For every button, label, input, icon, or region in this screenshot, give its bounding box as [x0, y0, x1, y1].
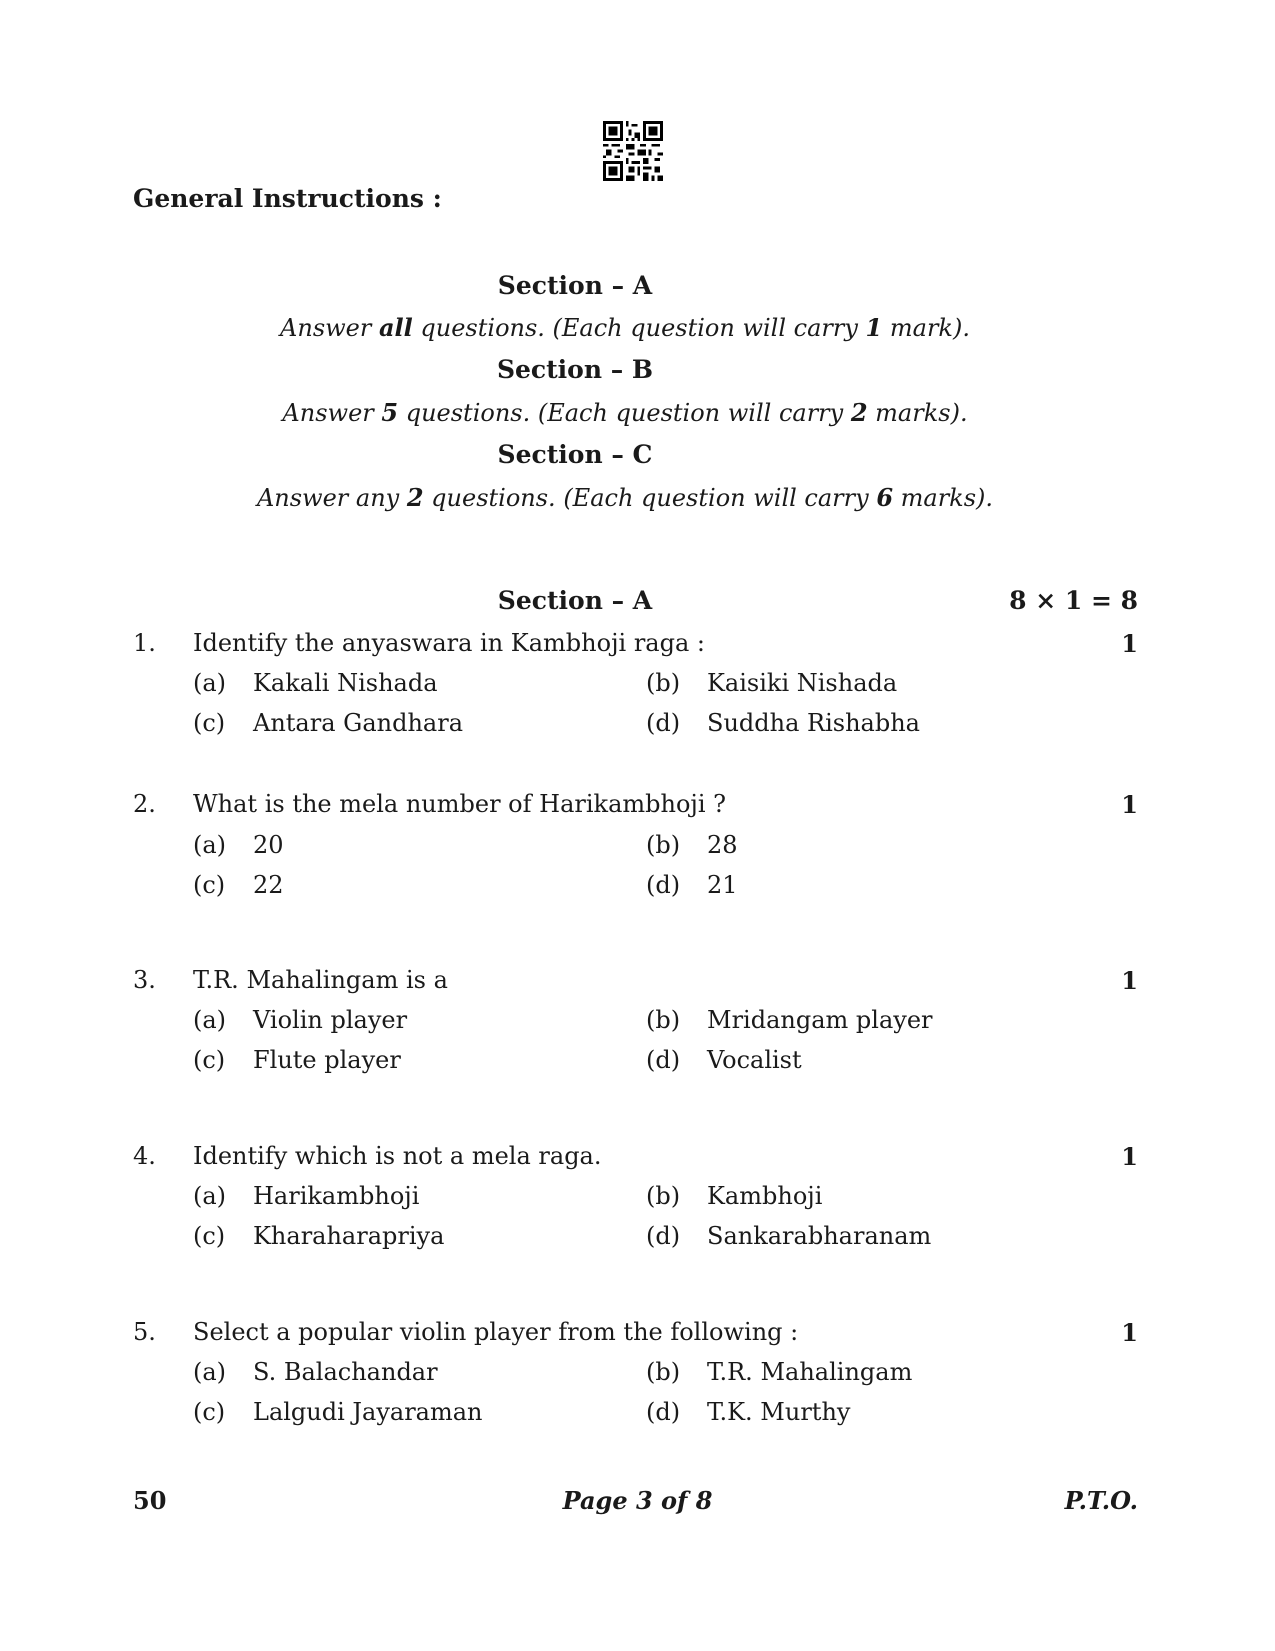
question-number: 1.: [133, 629, 156, 657]
option-text: Violin player: [253, 1006, 408, 1034]
section-a-title: Section – A: [497, 586, 653, 615]
page-number: Page 3 of 8: [562, 1486, 713, 1515]
option-text: Sankarabharanam: [707, 1222, 932, 1250]
section-a-heading: Section – A: [497, 271, 653, 300]
option-label: (a): [193, 1358, 227, 1386]
question-number: 3.: [133, 966, 156, 994]
option-label: (d): [646, 1222, 681, 1250]
paper-code: 50: [133, 1486, 167, 1515]
option-text: Vocalist: [707, 1046, 802, 1074]
option-label: (c): [193, 709, 226, 737]
question-text: What is the mela number of Harikambhoji ?: [193, 790, 727, 818]
option-text: Kaisiki Nishada: [707, 669, 898, 697]
option-text: 20: [253, 831, 284, 859]
section-c-instruction: Answer any 2 questions. (Each question will carry 6 marks).: [256, 483, 994, 512]
option-text: Kambhoji: [707, 1182, 823, 1210]
option-text: T.R. Mahalingam: [707, 1358, 913, 1386]
section-b-instruction: Answer 5 questions. (Each question will carry 2 marks).: [282, 398, 968, 427]
question-mark: 1: [1121, 1142, 1138, 1171]
option-label: (a): [193, 831, 227, 859]
option-label: (c): [193, 871, 226, 899]
qr-code-icon: [603, 121, 663, 181]
question-number: 4.: [133, 1142, 156, 1170]
option-label: (a): [193, 669, 227, 697]
option-label: (c): [193, 1046, 226, 1074]
question-text: Identify the anyaswara in Kambhoji raga :: [193, 629, 705, 657]
option-label: (b): [646, 1006, 681, 1034]
section-a-instruction: Answer all questions. (Each question will carry 1 mark).: [280, 313, 970, 342]
option-label: (c): [193, 1398, 226, 1426]
option-label: (a): [193, 1182, 227, 1210]
option-text: S. Balachandar: [253, 1358, 438, 1386]
option-text: Mridangam player: [707, 1006, 933, 1034]
option-label: (d): [646, 709, 681, 737]
question-mark: 1: [1121, 790, 1138, 819]
question-text: Identify which is not a mela raga.: [193, 1142, 602, 1170]
option-label: (d): [646, 1046, 681, 1074]
option-text: 28: [707, 831, 738, 859]
question-text: Select a popular violin player from the following :: [193, 1318, 799, 1346]
option-text: 22: [253, 871, 284, 899]
option-label: (a): [193, 1006, 227, 1034]
question-text: T.R. Mahalingam is a: [193, 966, 448, 994]
option-text: T.K. Murthy: [707, 1398, 851, 1426]
option-label: (b): [646, 831, 681, 859]
option-label: (d): [646, 1398, 681, 1426]
option-text: Suddha Rishabha: [707, 709, 920, 737]
option-text: Flute player: [253, 1046, 401, 1074]
question-number: 5.: [133, 1318, 156, 1346]
option-label: (c): [193, 1222, 226, 1250]
option-text: Antara Gandhara: [253, 709, 463, 737]
option-label: (d): [646, 871, 681, 899]
pto-label: P.T.O.: [1064, 1486, 1138, 1515]
option-label: (b): [646, 1358, 681, 1386]
option-text: 21: [707, 871, 738, 899]
option-text: Lalgudi Jayaraman: [253, 1398, 483, 1426]
section-b-heading: Section – B: [496, 355, 654, 384]
option-text: Harikambhoji: [253, 1182, 420, 1210]
option-text: Kakali Nishada: [253, 669, 438, 697]
question-mark: 1: [1121, 629, 1138, 658]
option-text: Kharaharapriya: [253, 1222, 445, 1250]
option-label: (b): [646, 669, 681, 697]
section-c-heading: Section – C: [497, 440, 653, 469]
section-a-marks: 8 × 1 = 8: [1009, 586, 1138, 615]
question-number: 2.: [133, 790, 156, 818]
question-mark: 1: [1121, 966, 1138, 995]
question-mark: 1: [1121, 1318, 1138, 1347]
option-label: (b): [646, 1182, 681, 1210]
general-instructions-title: General Instructions :: [133, 184, 442, 213]
